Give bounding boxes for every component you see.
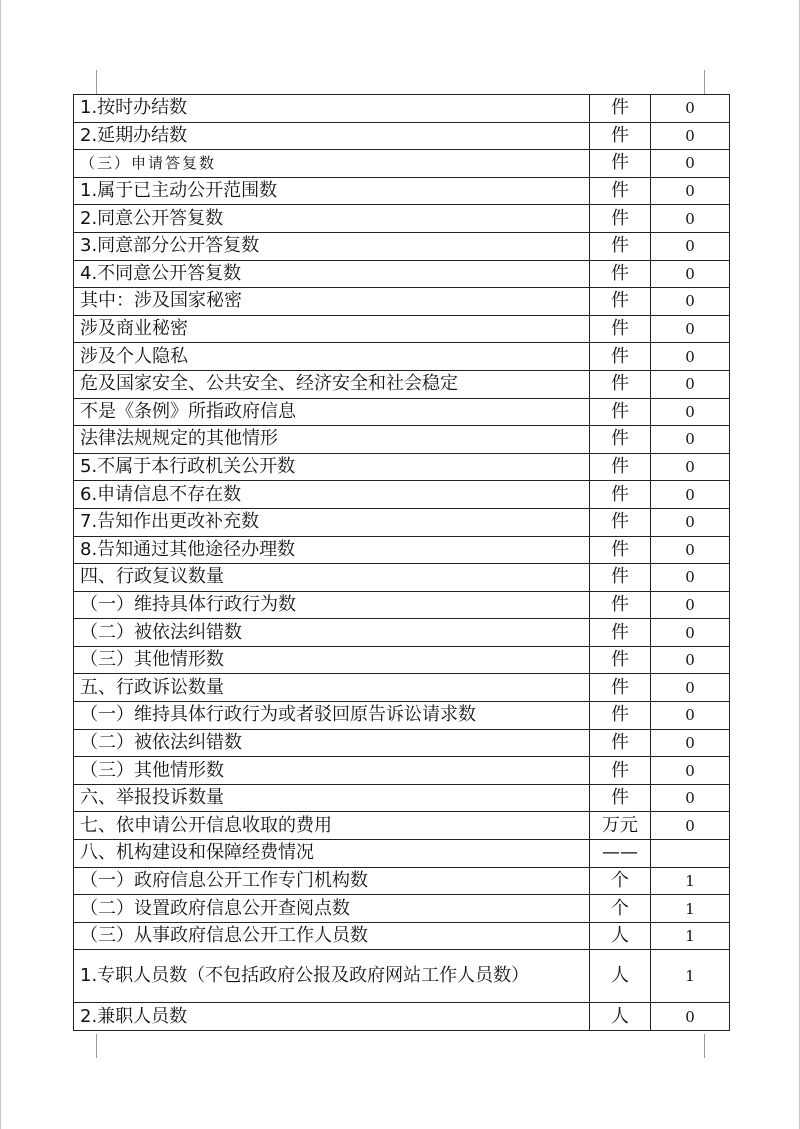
value-cell: 0	[651, 177, 730, 205]
value-cell: 0	[651, 232, 730, 260]
value-cell: 0	[651, 122, 730, 150]
unit-cell: 件	[590, 370, 651, 398]
item-cell: 五、行政诉讼数量	[74, 674, 590, 702]
value-cell: 0	[651, 591, 730, 619]
value-cell: 0	[651, 508, 730, 536]
value-cell: 0	[651, 150, 730, 178]
unit-cell: 件	[590, 95, 651, 123]
unit-cell: ——	[590, 840, 651, 868]
unit-cell: 件	[590, 426, 651, 454]
table-row	[74, 895, 730, 923]
unit-cell: 件	[590, 481, 651, 509]
item-cell: 2.兼职人员数	[74, 1003, 590, 1031]
table-row	[74, 370, 730, 398]
unit-cell: 人	[590, 922, 651, 950]
unit-cell: 人	[590, 1003, 651, 1031]
value-cell: 0	[651, 205, 730, 233]
table-row	[74, 426, 730, 454]
value-cell: 1	[651, 867, 730, 895]
value-cell: 1	[651, 895, 730, 923]
table-row	[74, 564, 730, 592]
table-row	[74, 232, 730, 260]
value-cell: 0	[651, 370, 730, 398]
value-cell: 0	[651, 564, 730, 592]
item-cell: （三）其他情形数	[74, 757, 590, 785]
table-row	[74, 288, 730, 316]
table-row	[74, 1003, 730, 1031]
value-cell: 0	[651, 398, 730, 426]
table-row	[74, 315, 730, 343]
unit-cell: 个	[590, 867, 651, 895]
item-cell: （二）被依法纠错数	[74, 619, 590, 647]
item-cell: 涉及商业秘密	[74, 315, 590, 343]
table-row	[74, 674, 730, 702]
item-cell: （二）设置政府信息公开查阅点数	[74, 895, 590, 923]
value-cell: 1	[651, 950, 730, 1003]
table-row	[74, 729, 730, 757]
unit-cell: 件	[590, 260, 651, 288]
unit-cell: 件	[590, 619, 651, 647]
value-cell: 0	[651, 95, 730, 123]
unit-cell: 件	[590, 536, 651, 564]
item-cell: 七、依申请公开信息收取的费用	[74, 812, 590, 840]
table-row	[74, 536, 730, 564]
unit-cell: 件	[590, 784, 651, 812]
unit-cell: 件	[590, 757, 651, 785]
unit-cell: 件	[590, 343, 651, 371]
crop-mark-bottom-right	[704, 1034, 705, 1058]
value-cell: 0	[651, 702, 730, 730]
table-row	[74, 619, 730, 647]
unit-cell: 件	[590, 646, 651, 674]
item-cell: 四、行政复议数量	[74, 564, 590, 592]
value-cell: 0	[651, 646, 730, 674]
value-cell: 0	[651, 426, 730, 454]
item-cell: 4.不同意公开答复数	[74, 260, 590, 288]
table-row	[74, 646, 730, 674]
unit-cell: 件	[590, 232, 651, 260]
value-cell: 0	[651, 481, 730, 509]
table-row	[74, 177, 730, 205]
unit-cell: 件	[590, 122, 651, 150]
table-row	[74, 702, 730, 730]
item-cell: 3.同意部分公开答复数	[74, 232, 590, 260]
item-cell: 2.同意公开答复数	[74, 205, 590, 233]
table-row	[74, 205, 730, 233]
unit-cell: 件	[590, 674, 651, 702]
value-cell: 0	[651, 674, 730, 702]
unit-cell: 件	[590, 702, 651, 730]
value-cell: 0	[651, 757, 730, 785]
table-row	[74, 343, 730, 371]
item-cell: 8.告知通过其他途径办理数	[74, 536, 590, 564]
unit-cell: 件	[590, 288, 651, 316]
unit-cell: 万元	[590, 812, 651, 840]
item-cell: 不是《条例》所指政府信息	[74, 398, 590, 426]
item-cell: 7.告知作出更改补充数	[74, 508, 590, 536]
unit-cell: 件	[590, 453, 651, 481]
value-cell: 0	[651, 784, 730, 812]
table-row	[74, 784, 730, 812]
value-cell: 0	[651, 536, 730, 564]
unit-cell: 件	[590, 729, 651, 757]
item-cell: （一）维持具体行政行为数	[74, 591, 590, 619]
value-cell: 0	[651, 729, 730, 757]
crop-mark-top-right	[704, 70, 705, 94]
unit-cell: 个	[590, 895, 651, 923]
item-cell: （三）其他情形数	[74, 646, 590, 674]
item-cell: 法律法规规定的其他情形	[74, 426, 590, 454]
item-cell: 2.延期办结数	[74, 122, 590, 150]
table-row	[74, 922, 730, 950]
table-row	[74, 757, 730, 785]
item-cell: 其中：涉及国家秘密	[74, 288, 590, 316]
table-row	[74, 812, 730, 840]
item-cell: 危及国家安全、公共安全、经济安全和社会稳定	[74, 370, 590, 398]
item-cell: （一）维持具体行政行为或者驳回原告诉讼请求数	[74, 702, 590, 730]
item-cell: （二）被依法纠错数	[74, 729, 590, 757]
item-cell: （一）政府信息公开工作专门机构数	[74, 867, 590, 895]
unit-cell: 件	[590, 564, 651, 592]
unit-cell: 件	[590, 150, 651, 178]
item-cell: 1.按时办结数	[74, 95, 590, 123]
unit-cell: 人	[590, 950, 651, 1003]
item-cell: （三）从事政府信息公开工作人员数	[74, 922, 590, 950]
unit-cell: 件	[590, 508, 651, 536]
unit-cell: 件	[590, 398, 651, 426]
value-cell: 0	[651, 343, 730, 371]
item-cell: 六、举报投诉数量	[74, 784, 590, 812]
value-cell: 0	[651, 315, 730, 343]
value-cell: 1	[651, 922, 730, 950]
item-cell: 1.属于已主动公开范围数	[74, 177, 590, 205]
page-edge-left	[0, 0, 1, 1129]
table-row	[74, 95, 730, 123]
table-row	[74, 453, 730, 481]
table-row	[74, 508, 730, 536]
item-cell: （三）申请答复数	[74, 150, 590, 178]
table-row	[74, 122, 730, 150]
unit-cell: 件	[590, 591, 651, 619]
value-cell: 0	[651, 288, 730, 316]
table-row	[74, 840, 730, 868]
table-row	[74, 950, 730, 1003]
table-row	[74, 150, 730, 178]
item-cell: 5.不属于本行政机关公开数	[74, 453, 590, 481]
unit-cell: 件	[590, 315, 651, 343]
crop-mark-bottom-left	[96, 1034, 97, 1058]
table-row	[74, 398, 730, 426]
table-row	[74, 481, 730, 509]
table-row	[74, 260, 730, 288]
statistics-table	[73, 94, 730, 1031]
item-cell: 涉及个人隐私	[74, 343, 590, 371]
unit-cell: 件	[590, 177, 651, 205]
item-cell: 1.专职人员数（不包括政府公报及政府网站工作人员数）	[74, 950, 590, 1003]
value-cell: 0	[651, 619, 730, 647]
unit-cell: 件	[590, 205, 651, 233]
value-cell: 0	[651, 260, 730, 288]
item-cell: 6.申请信息不存在数	[74, 481, 590, 509]
value-cell	[651, 840, 730, 868]
value-cell: 0	[651, 1003, 730, 1031]
value-cell: 0	[651, 812, 730, 840]
item-cell: 八、机构建设和保障经费情况	[74, 840, 590, 868]
table-row	[74, 867, 730, 895]
value-cell: 0	[651, 453, 730, 481]
crop-mark-top-left	[96, 70, 97, 94]
table-row	[74, 591, 730, 619]
statistics-table-body	[74, 95, 730, 1031]
